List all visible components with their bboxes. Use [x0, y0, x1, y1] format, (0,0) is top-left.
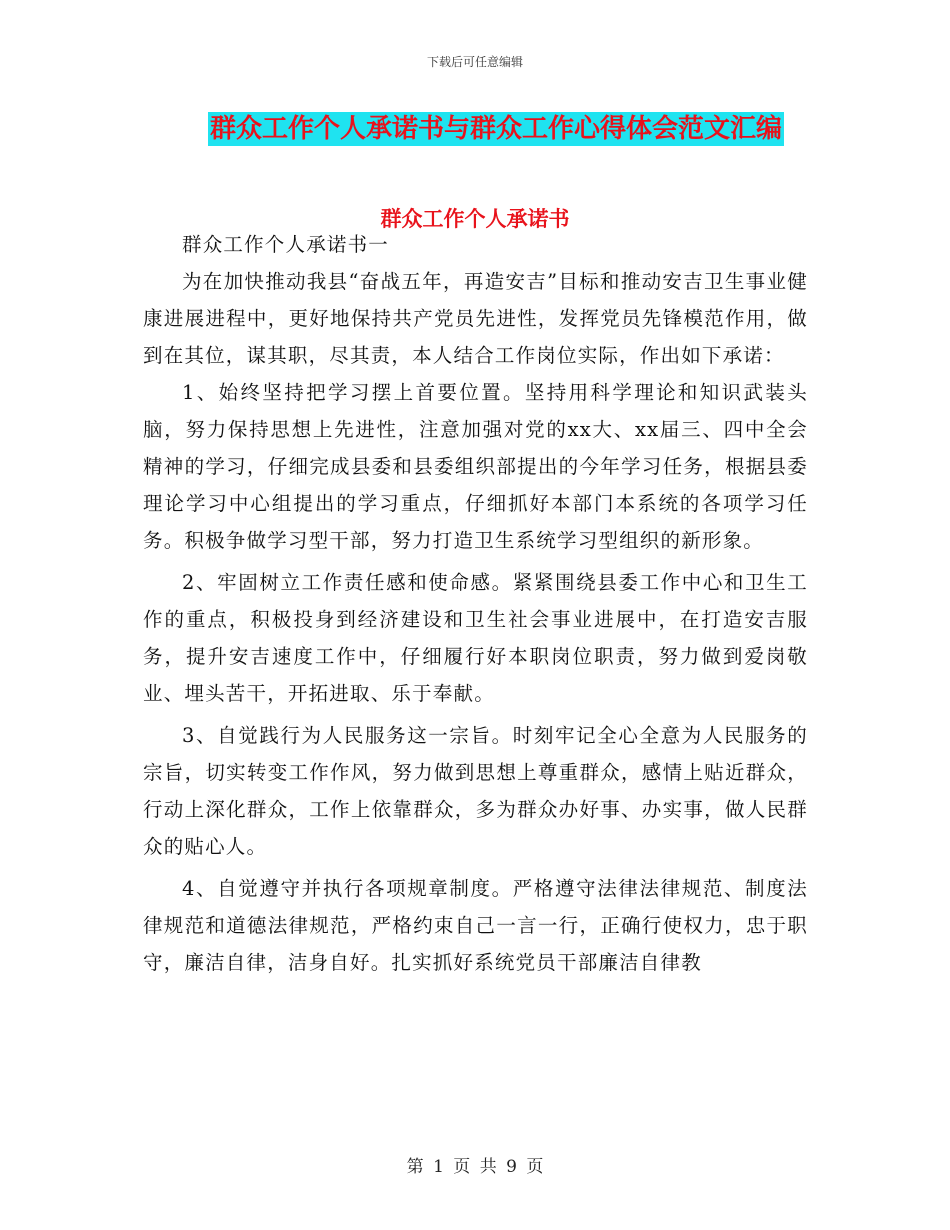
paragraph-item-1: 1、始终坚持把学习摆上首要位置。坚持用科学理论和知识武装头脑，努力保持思想上先进性，注意加强对党的xx大、xx届三、四中全会精神的学习，仔细完成县委和县委组织部提出的今年学习任务，根据县委理论学习中心组提出的学习重点，仔细抓好本部门本系统的各项学习任务。积极争做学习型干部，努力打造卫生系统学习型组织的新形象。: [143, 381, 808, 552]
header-note: 下载后可任意编辑: [426, 55, 523, 69]
section-title: 群众工作个人承诺书: [380, 207, 570, 231]
document-title: 群众工作个人承诺书与群众工作心得体会范文汇编: [210, 114, 783, 144]
paragraph-intro: 为在加快推动我县“奋战五年，再造安吉”目标和推动安吉卫生事业健康进展进程中，更好地保持共产党员先进性，发挥党员先锋模范作用，做到在其位，谋其职，尽其责，本人结合工作岗位实际，作出如下承诺：: [143, 270, 808, 367]
paragraph-item-2: 2、牢固树立工作责任感和使命感。紧紧围绕县委工作中心和卫生工作的重点，积极投身到经济建设和卫生社会事业进展中，在打造安吉服务，提升安吉速度工作中，仔细履行好本职岗位职责，努力做到爱岗敬业、埋头苦干，开拓进取、乐于奉献。: [143, 571, 808, 705]
paragraph-item-4: 4、自觉遵守并执行各项规章制度。严格遵守法律法律规范、制度法律规范和道德法律规范，严格约束自己一言一行，正确行使权力，忠于职守，廉洁自律，洁身自好。扎实抓好系统党员干部廉洁自律教: [143, 877, 808, 974]
paragraph-item-3: 3、自觉践行为人民服务这一宗旨。时刻牢记全心全意为人民服务的宗旨，切实转变工作作风，努力做到思想上尊重群众，感情上贴近群众，行动上深化群众，工作上依靠群众，多为群众办好事、办实事，做人民群众的贴心人。: [143, 724, 808, 858]
paragraph-heading: 群众工作个人承诺书一: [182, 233, 390, 256]
page-number: 第 1 页 共 9 页: [406, 1157, 544, 1177]
document-body: [143, 226, 808, 981]
